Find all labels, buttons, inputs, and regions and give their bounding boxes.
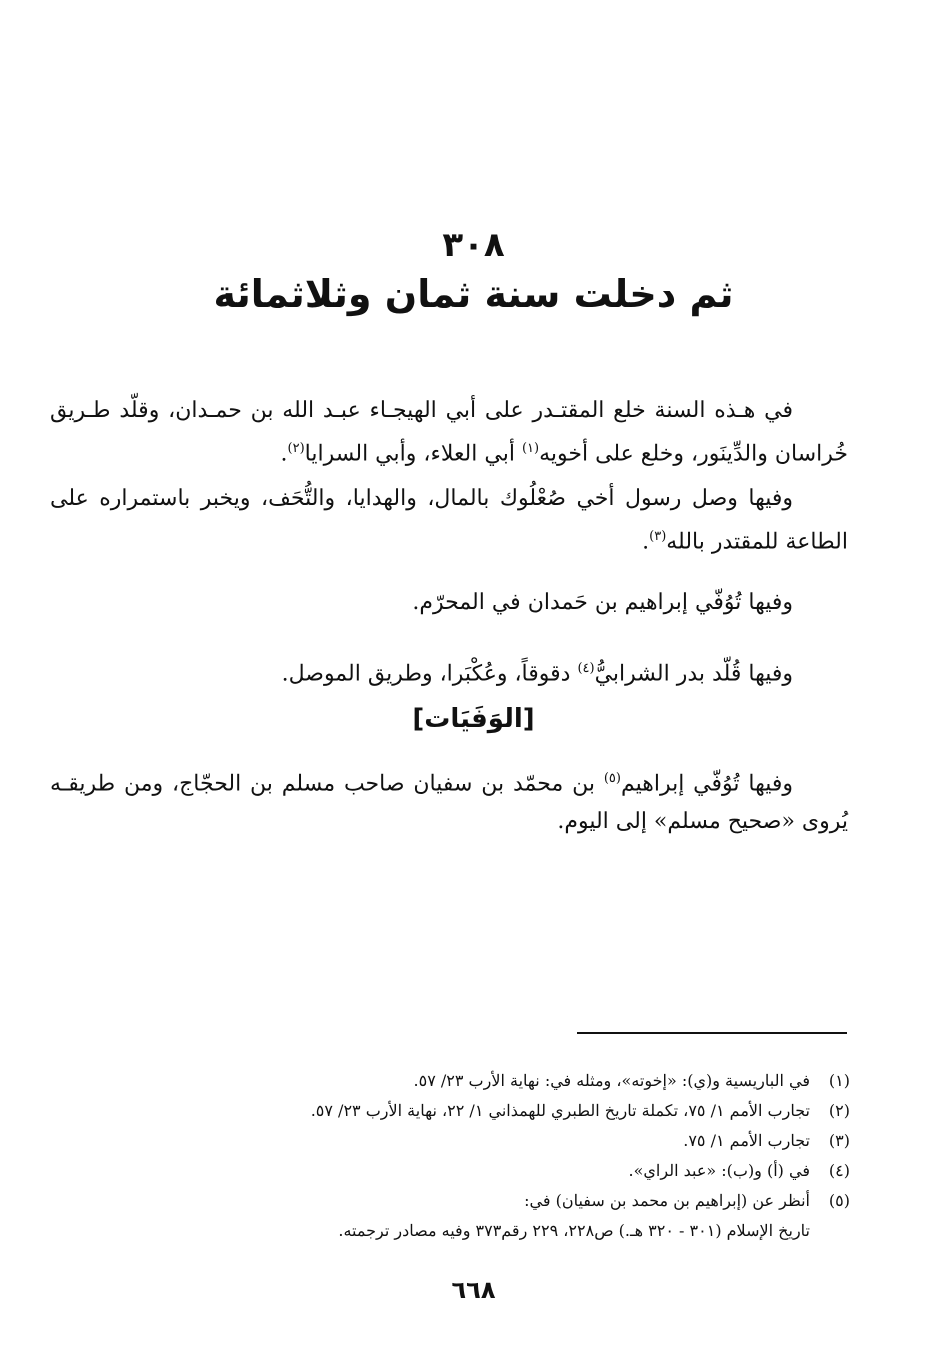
paragraph-4-text-b: دقوقاً، وعُكْبَرا، وطريق الموصل. — [281, 661, 578, 687]
footnote-ref-2: (٢) — [287, 441, 305, 456]
page-number: ٦٦٨ — [451, 1276, 496, 1304]
footnote-3 — [150, 1126, 850, 1156]
footnote-2 — [150, 1096, 850, 1126]
footnote-text: في (أ) و(ب): «عبد الراي». — [628, 1161, 810, 1180]
paragraph-1-text-a: في هـذه السنة خلع المقتـدر على أبي الهيجـاء عبـد الله بن حمـدان، وقلّد طـريق خُراسان والدِّينَور، وخلع على أخويه — [50, 398, 848, 467]
footnote-number: (٢) — [828, 1101, 850, 1120]
footnote-number: (٥) — [828, 1191, 850, 1210]
paragraph-5 — [50, 760, 848, 841]
paragraph-1 — [50, 392, 848, 473]
year-number: ٣٠٨ — [442, 225, 505, 265]
footnote-text: تجارب الأمم ١/ ٧٥، تكملة تاريخ الطبري للهمذاني ١/ ٢٢، نهاية الأرب ٢٣/ ٥٧. — [310, 1101, 810, 1120]
footnote-ref-3: (٣) — [649, 529, 667, 544]
paragraph-4 — [50, 650, 848, 693]
paragraph-5-text-a: وفيها تُوُفّي إبراهيم — [620, 771, 793, 797]
footnote-ref-1: (١) — [521, 441, 540, 456]
paragraph-2-text-a: وفيها وصل رسول أخي صُعْلُوك بالمال، والهدايا، والتُّحَف، ويخبر باستمراره على الطاعة للمقتدر بالله — [50, 486, 848, 555]
paragraph-5-text-b: بن محمّد بن سفيان صاحب مسلم بن الحجّاج، ومن طريقـه يُروى «صحيح مسلم» إلى اليوم. — [50, 771, 848, 835]
paragraph-3: وفيها تُوُفّي إبراهيم بن حَمدان في المحرّم. — [412, 590, 793, 615]
paragraph-1-text-b: أبي العلاء، وأبي السرايا — [304, 441, 522, 467]
paragraph-2 — [50, 480, 848, 561]
footnote-number: (١) — [828, 1071, 850, 1090]
paragraph-2-text-b: . — [642, 529, 650, 555]
footnote-5 — [150, 1186, 850, 1216]
footnote-number: (٤) — [828, 1161, 850, 1180]
footnote-text: في الباريسية و(ي): «إخوته»، ومثله في: نهاية الأرب ٢٣/ ٥٧. — [413, 1071, 810, 1090]
footnote-ref-4: (٤) — [577, 661, 595, 676]
section-heading-obituaries: [الوَفَيَات] — [412, 704, 535, 734]
footnote-5-continuation: تاريخ الإسلام (٣٠١ - ٣٢٠ هـ.) ص٢٢٨، ٢٢٩ رقم٣٧٣ وفيه مصادر ترجمته. — [338, 1221, 810, 1240]
footnote-text: أنظر عن (إبراهيم بن محمد بن سفيان) في: — [524, 1191, 810, 1210]
footnote-number: (٣) — [828, 1131, 850, 1150]
footnote-divider — [577, 1032, 847, 1034]
paragraph-1-text-c: . — [280, 441, 288, 467]
paragraph-4-text-a: وفيها قُلّد بدر الشرابيُّ — [594, 661, 793, 687]
footnotes — [150, 1066, 850, 1246]
footnote-4 — [150, 1156, 850, 1186]
chapter-title: ثم دخلت سنة ثمان وثلاثمائة — [213, 272, 734, 316]
footnote-1 — [150, 1066, 850, 1096]
footnote-ref-5: (٥) — [603, 771, 621, 786]
footnote-text: تجارب الأمم ١/ ٧٥. — [683, 1131, 810, 1150]
